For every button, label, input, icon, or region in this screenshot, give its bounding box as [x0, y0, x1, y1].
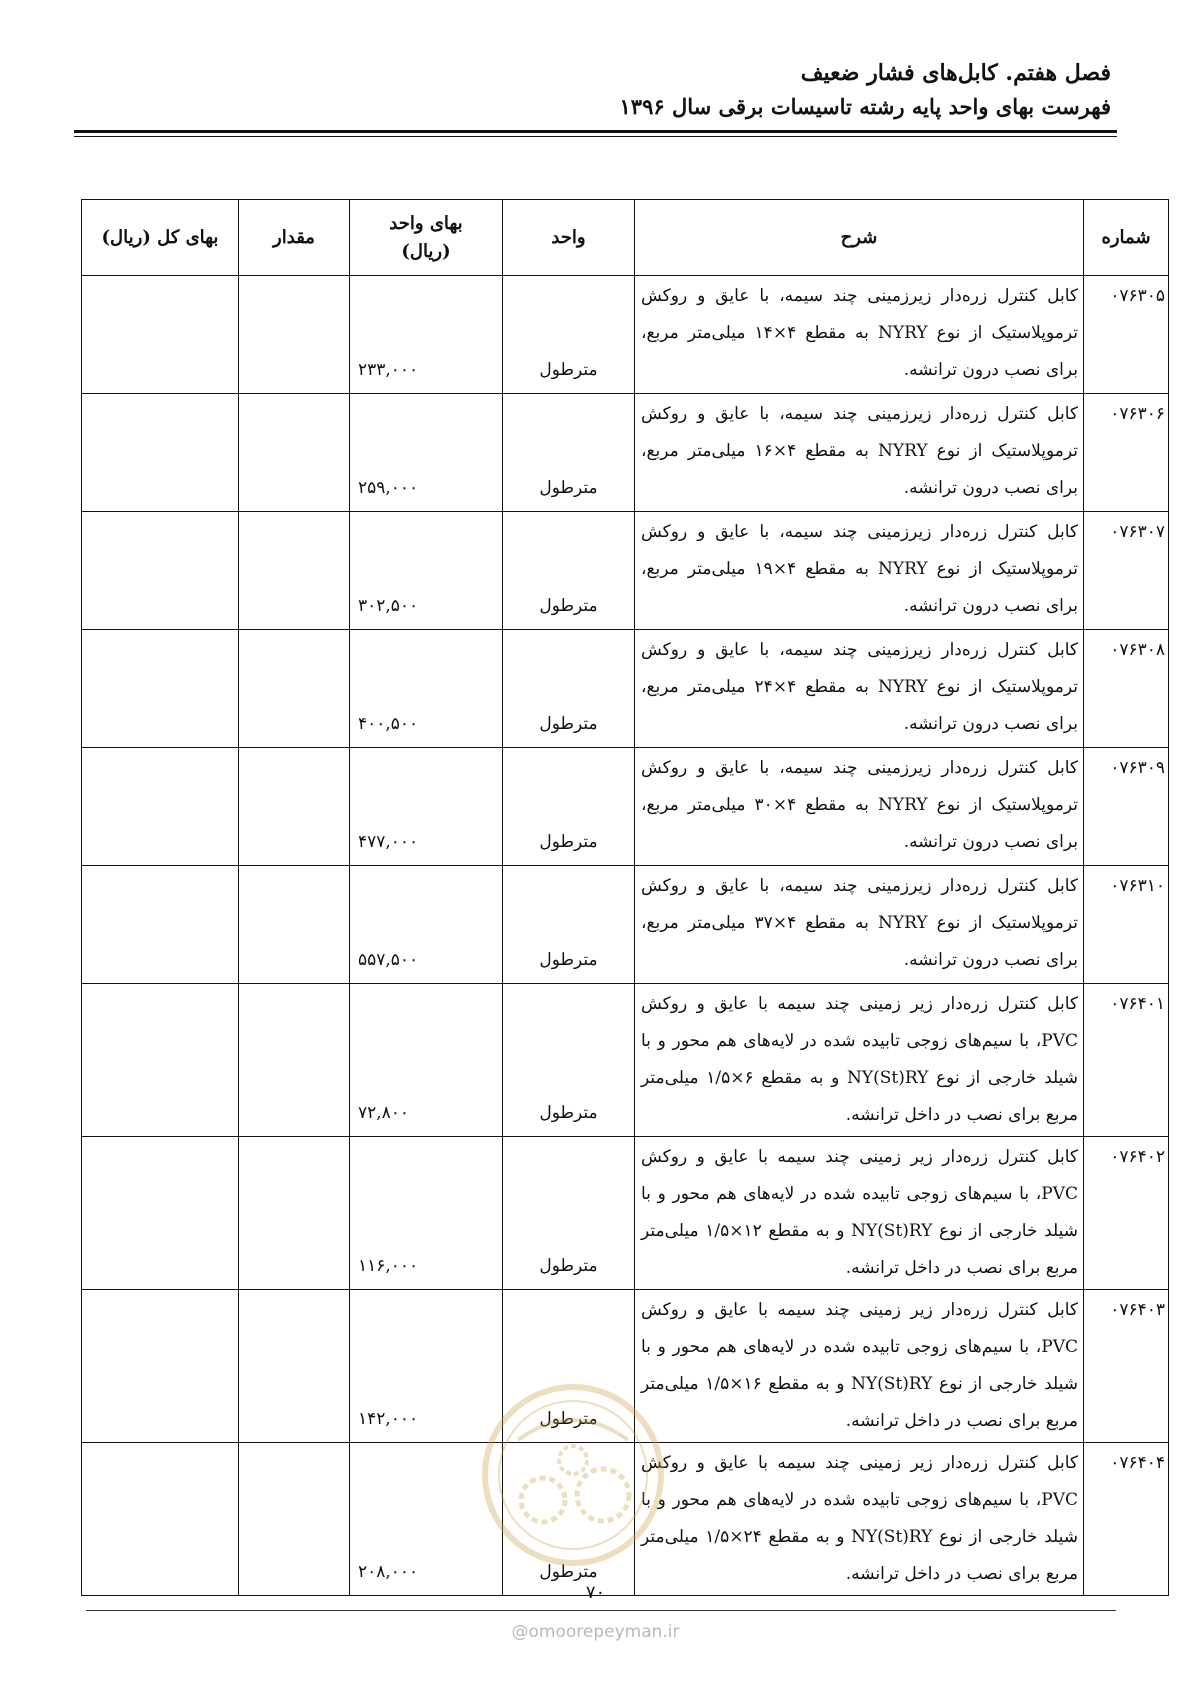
row-code: ۰۷۶۳۰۸ — [1084, 630, 1169, 748]
row-unit-price: ۱۴۲,۰۰۰ — [350, 1290, 503, 1443]
row-total-price — [82, 630, 239, 748]
table-row — [82, 394, 1169, 512]
row-description: کابل کنترل زره‌دار زیر زمینی چند سیمه با عایق و روکش PVC، با سیم‌های زوجی تابیده شده در لایه‌های هم محور و با شیلد خارجی از نوع NY(St)RY و به مقطع ۱۲×۱/۵ میلی‌متر مربع برای نصب در داخل ترانشه. — [635, 1137, 1084, 1290]
row-unit-price: ۲۰۸,۰۰۰ — [350, 1443, 503, 1596]
row-unit: مترطول — [503, 276, 635, 394]
row-code: ۰۷۶۳۰۷ — [1084, 512, 1169, 630]
row-code: ۰۷۶۳۰۶ — [1084, 394, 1169, 512]
row-quantity — [239, 630, 350, 748]
row-unit-price: ۴۷۷,۰۰۰ — [350, 748, 503, 866]
chapter-title: فصل هفتم. کابل‌های فشار ضعیف — [800, 60, 1111, 86]
col-header-unit: واحد — [503, 200, 635, 276]
col-header-description: شرح — [635, 200, 1084, 276]
book-title: فهرست بهای واحد پایه رشته تاسیسات برقی سال ۱۳۹۶ — [619, 94, 1111, 119]
row-quantity — [239, 394, 350, 512]
page-number: ۷۰ — [585, 1582, 606, 1603]
row-total-price — [82, 394, 239, 512]
table-row — [82, 866, 1169, 984]
col-header-code: شماره — [1084, 200, 1169, 276]
row-unit: مترطول — [503, 1137, 635, 1290]
table-row — [82, 630, 1169, 748]
row-unit: مترطول — [503, 630, 635, 748]
table-row — [82, 748, 1169, 866]
row-unit-price: ۴۰۰,۵۰۰ — [350, 630, 503, 748]
row-code: ۰۷۶۳۱۰ — [1084, 866, 1169, 984]
row-total-price — [82, 984, 239, 1137]
header-rule-thick — [74, 130, 1117, 133]
row-total-price — [82, 1290, 239, 1443]
row-quantity — [239, 984, 350, 1137]
row-description: کابل کنترل زره‌دار زیر زمینی چند سیمه با عایق و روکش PVC، با سیم‌های زوجی تابیده شده در لایه‌های هم محور و با شیلد خارجی از نوع NY(St)RY و به مقطع ۲۴×۱/۵ میلی‌متر مربع برای نصب در داخل ترانشه. — [635, 1443, 1084, 1596]
row-description: کابل کنترل زره‌دار زیرزمینی چند سیمه، با عایق و روکش ترموپلاستیک از نوع NYRY به مقطع ۴×۱۴ میلی‌متر مربع، برای نصب درون ترانشه. — [635, 276, 1084, 394]
row-code: ۰۷۶۴۰۲ — [1084, 1137, 1169, 1290]
row-unit-price: ۷۲,۸۰۰ — [350, 984, 503, 1137]
row-unit-price: ۳۰۲,۵۰۰ — [350, 512, 503, 630]
row-description: کابل کنترل زره‌دار زیر زمینی چند سیمه با عایق و روکش PVC، با سیم‌های زوجی تابیده شده در لایه‌های هم محور و با شیلد خارجی از نوع NY(St)RY و به مقطع ۱۶×۱/۵ میلی‌متر مربع برای نصب در داخل ترانشه. — [635, 1290, 1084, 1443]
table-row — [82, 984, 1169, 1137]
seal-stamp-icon — [478, 1380, 668, 1580]
col-header-total-price: بهای کل (ریال) — [82, 200, 239, 276]
table-header-row — [82, 200, 1169, 276]
row-unit: مترطول — [503, 394, 635, 512]
row-unit-price: ۵۵۷,۵۰۰ — [350, 866, 503, 984]
row-description: کابل کنترل زره‌دار زیرزمینی چند سیمه، با عایق و روکش ترموپلاستیک از نوع NYRY به مقطع ۴×۱۹ میلی‌متر مربع، برای نصب درون ترانشه. — [635, 512, 1084, 630]
col-header-unit-price — [350, 200, 503, 276]
row-description: کابل کنترل زره‌دار زیرزمینی چند سیمه، با عایق و روکش ترموپلاستیک از نوع NYRY به مقطع ۴×۳۰ میلی‌متر مربع، برای نصب درون ترانشه. — [635, 748, 1084, 866]
row-description: کابل کنترل زره‌دار زیرزمینی چند سیمه، با عایق و روکش ترموپلاستیک از نوع NYRY به مقطع ۴×۱۶ میلی‌متر مربع، برای نصب درون ترانشه. — [635, 394, 1084, 512]
row-unit: مترطول — [503, 984, 635, 1137]
row-code: ۰۷۶۳۰۹ — [1084, 748, 1169, 866]
watermark-text: @omoorepeyman.ir — [511, 1622, 680, 1642]
row-unit-price: ۲۵۹,۰۰۰ — [350, 394, 503, 512]
row-total-price — [82, 1443, 239, 1596]
row-unit: مترطول — [503, 1290, 635, 1443]
row-unit-price: ۱۱۶,۰۰۰ — [350, 1137, 503, 1290]
row-description: کابل کنترل زره‌دار زیر زمینی چند سیمه با عایق و روکش PVC، با سیم‌های زوجی تابیده شده در لایه‌های هم محور و با شیلد خارجی از نوع NY(St)RY و به مقطع ۶×۱/۵ میلی‌متر مربع برای نصب در داخل ترانشه. — [635, 984, 1084, 1137]
row-unit: مترطول — [503, 866, 635, 984]
row-unit: مترطول — [503, 512, 635, 630]
row-description: کابل کنترل زره‌دار زیرزمینی چند سیمه، با عایق و روکش ترموپلاستیک از نوع NYRY به مقطع ۴×۳۷ میلی‌متر مربع، برای نصب درون ترانشه. — [635, 866, 1084, 984]
footer-rule — [86, 1610, 1116, 1611]
row-total-price — [82, 748, 239, 866]
row-code: ۰۷۶۴۰۳ — [1084, 1290, 1169, 1443]
row-code: ۰۷۶۴۰۴ — [1084, 1443, 1169, 1596]
row-total-price — [82, 512, 239, 630]
row-quantity — [239, 1290, 350, 1443]
table-row — [82, 1137, 1169, 1290]
table-row — [82, 512, 1169, 630]
col-header-quantity: مقدار — [239, 200, 350, 276]
table-row — [82, 276, 1169, 394]
row-quantity — [239, 512, 350, 630]
header-rule-thin — [74, 136, 1117, 137]
row-code: ۰۷۶۳۰۵ — [1084, 276, 1169, 394]
row-total-price — [82, 276, 239, 394]
page-header — [80, 58, 1111, 122]
row-unit: مترطول — [503, 748, 635, 866]
row-unit: مترطول — [503, 1443, 635, 1596]
row-quantity — [239, 1443, 350, 1596]
row-unit-price: ۲۳۳,۰۰۰ — [350, 276, 503, 394]
row-quantity — [239, 748, 350, 866]
row-total-price — [82, 1137, 239, 1290]
row-total-price — [82, 866, 239, 984]
col-header-unit-price-label: بهای واحد — [389, 212, 463, 234]
row-description: کابل کنترل زره‌دار زیرزمینی چند سیمه، با عایق و روکش ترموپلاستیک از نوع NYRY به مقطع ۴×۲۴ میلی‌متر مربع، برای نصب درون ترانشه. — [635, 630, 1084, 748]
row-quantity — [239, 276, 350, 394]
col-header-unit-price-currency: (ریال) — [401, 240, 451, 262]
row-quantity — [239, 1137, 350, 1290]
row-quantity — [239, 866, 350, 984]
row-code: ۰۷۶۴۰۱ — [1084, 984, 1169, 1137]
